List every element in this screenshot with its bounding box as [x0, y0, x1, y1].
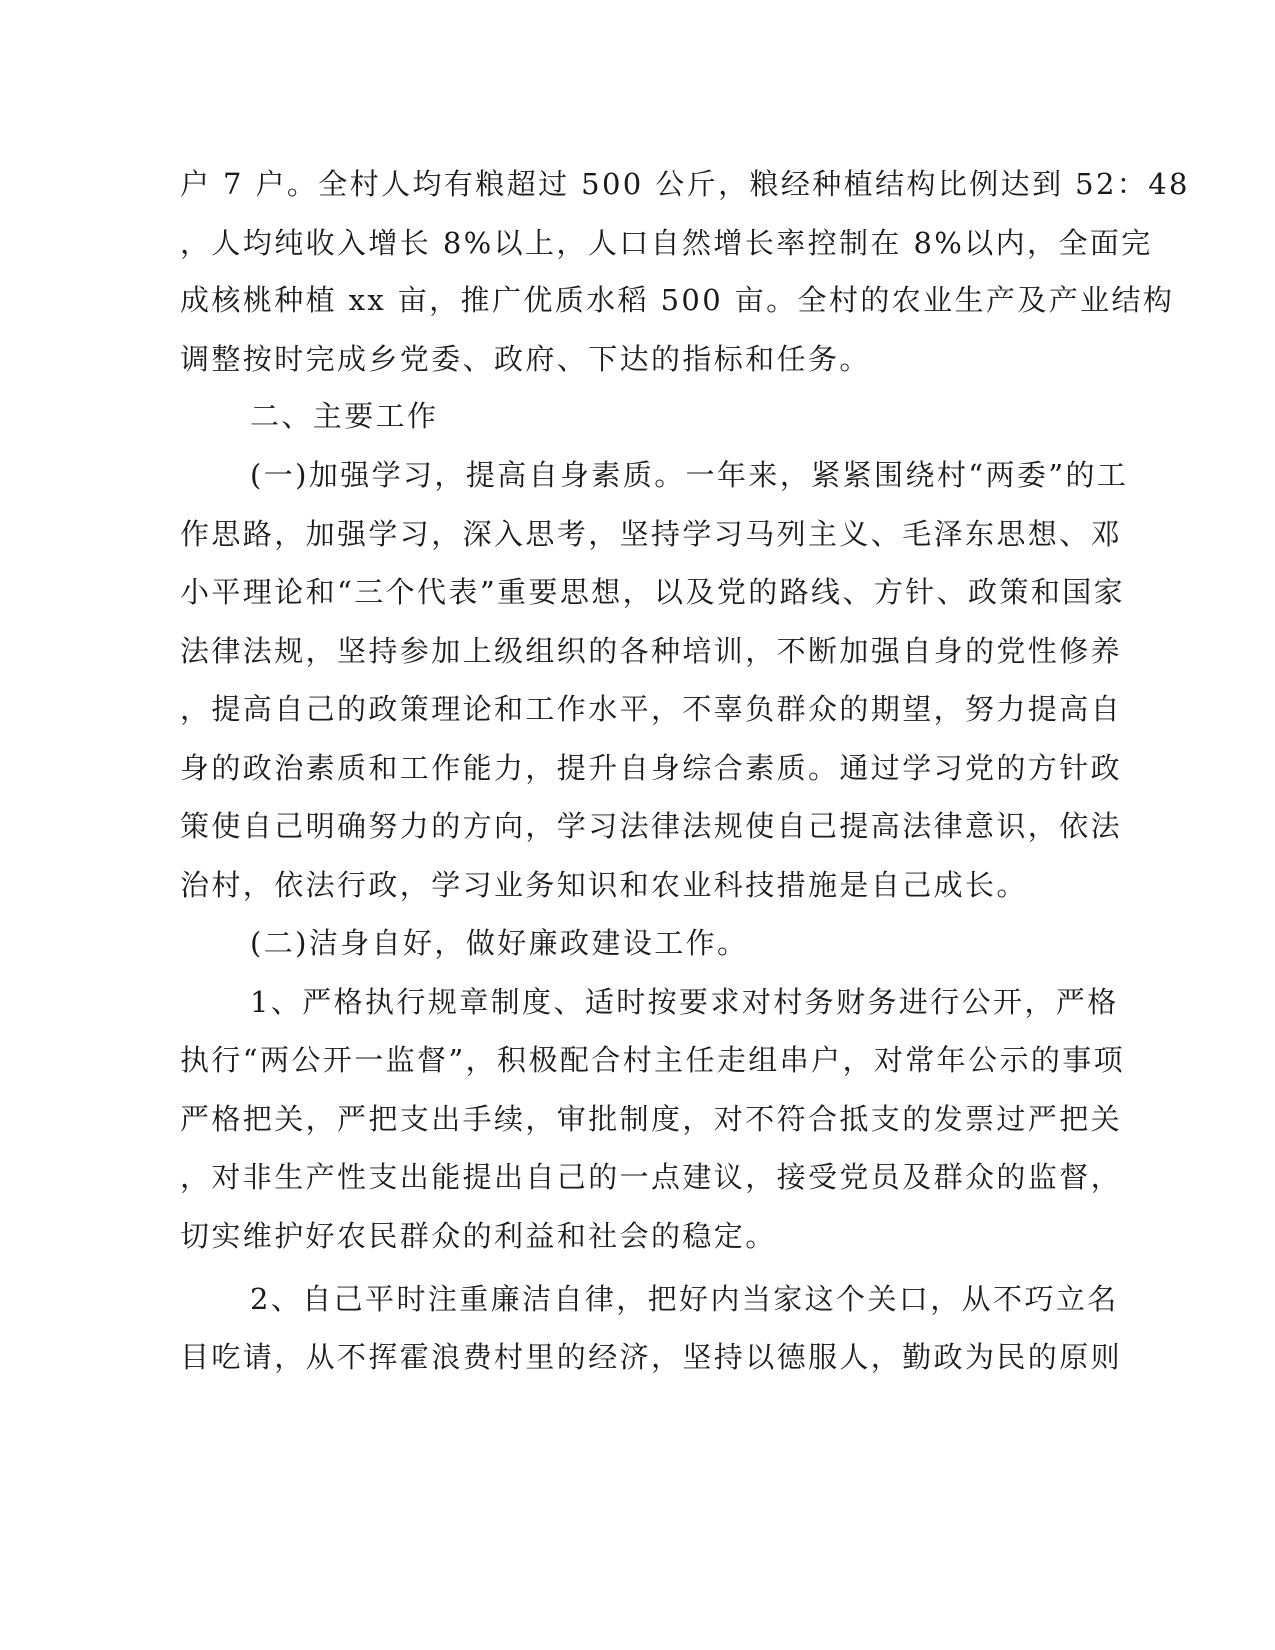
text-line-19: 切实维护好农民群众的利益和社会的稳定。: [180, 1219, 777, 1253]
text-line-8: 小平理论和“三个代表”重要思想，以及党的路线、方针、政策和国家: [180, 575, 1126, 609]
list-item-2-start: 2、自己平时注重廉洁自律，把好内当家这个关口，从不巧立名: [250, 1282, 1119, 1316]
text-line-2: ，人均纯收入增长 8%以上，人口自然增长率控制在 8%以内，全面完: [180, 226, 1153, 260]
text-line-7: 作思路，加强学习，深入思考，坚持学习马列主义、毛泽东思想、邓: [180, 517, 1123, 551]
text-line-9: 法律法规，坚持参加上级组织的各种培训，不断加强自身的党性修养: [180, 634, 1123, 668]
text-line-4: 调整按时完成乡党委、政府、下达的指标和任务。: [180, 342, 871, 376]
text-line-12: 策使自己明确努力的方向，学习法律法规使自己提高法律意识，依法: [180, 809, 1123, 843]
text-line-13: 治村，依法行政，学习业务知识和农业科技措施是自己成长。: [180, 868, 1028, 902]
text-line-18: ，对非生产性支出能提出自己的一点建议，接受党员及群众的监督，: [180, 1160, 1123, 1194]
section-heading: 二、主要工作: [250, 399, 439, 433]
subsection-heading-2: (二)洁身自好，做好廉政建设工作。: [250, 926, 749, 960]
text-line-21: 目吃请，从不挥霍浪费村里的经济，坚持以德服人，勤政为民的原则: [180, 1340, 1123, 1374]
text-line-17: 严格把关，严把支出手续，审批制度，对不符合抵支的发票过严把关: [180, 1102, 1123, 1136]
text-line-16: 执行“两公开一监督”，积极配合村主任走组串户，对常年公示的事项: [180, 1043, 1126, 1077]
subsection-heading-1: (一)加强学习，提高自身素质。一年来，紧紧围绕村“两委”的工: [250, 458, 1129, 492]
text-line-10: ，提高自己的政策理论和工作水平，不辜负群众的期望，努力提高自: [180, 692, 1123, 726]
text-line-3: 成核桃种植 xx 亩，推广优质水稻 500 亩。全村的农业生产及产业结构: [180, 283, 1175, 317]
text-line-1: 户 7 户。全村人均有粮超过 500 公斤，粮经种植结构比例达到 52：48: [180, 167, 1190, 201]
list-item-1-start: 1、严格执行规章制度、适时按要求对村务财务进行公开，严格: [250, 985, 1119, 1019]
text-line-11: 身的政治素质和工作能力，提升自身综合素质。通过学习党的方针政: [180, 751, 1123, 785]
